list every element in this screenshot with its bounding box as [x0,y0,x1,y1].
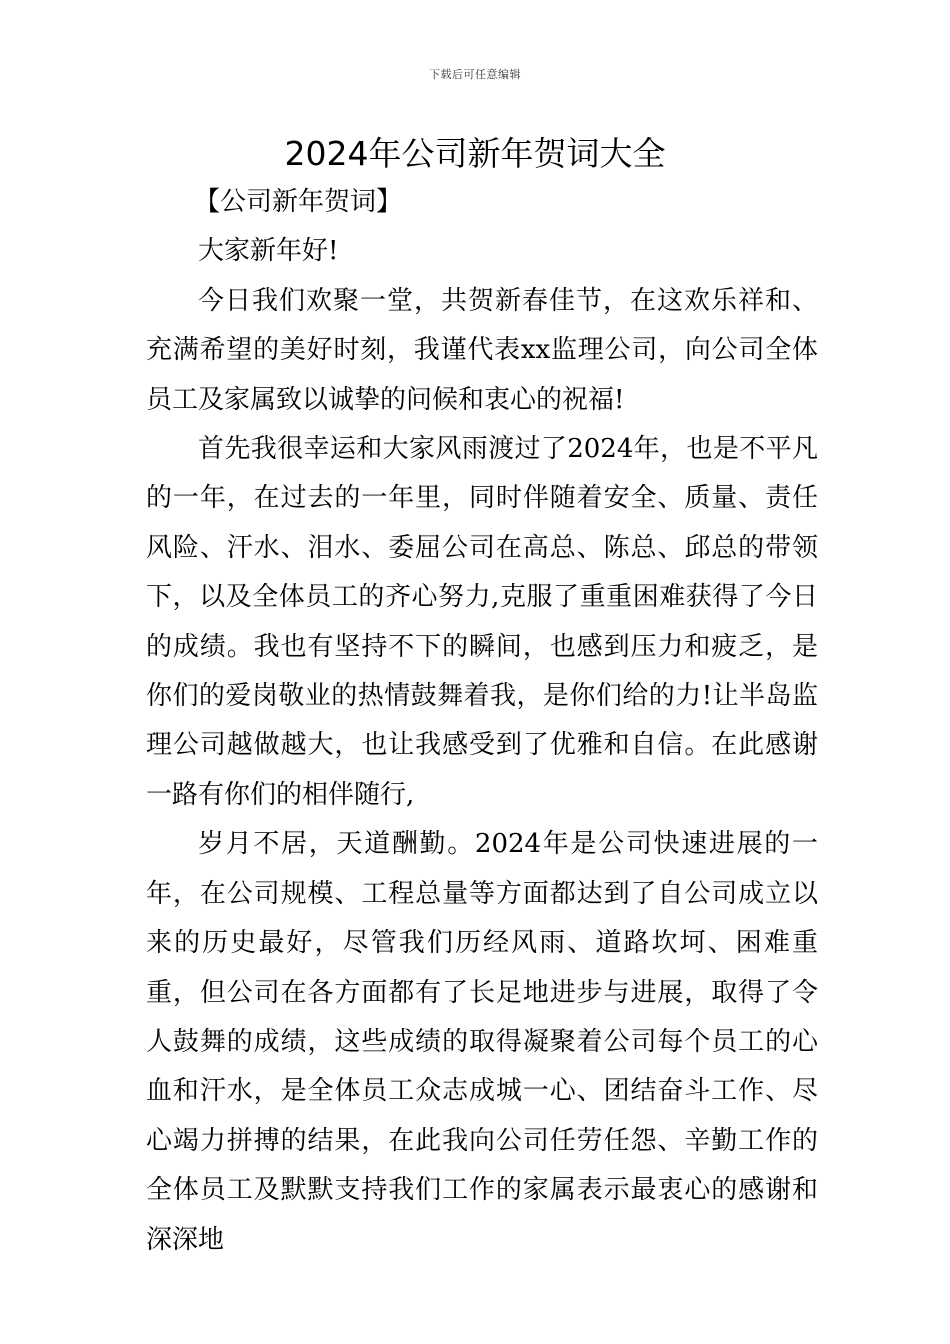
body-paragraph: 首先我很幸运和大家风雨渡过了2024年，也是不平凡的一年，在过去的一年里，同时伴随着安全、质量、责任风险、汗水、泪水、委屈公司在高总、陈总、邱总的带领下，以及全体员工的齐心努力,克服了重重困难获得了今日的成绩。我也有坚持不下的瞬间，也感到压力和疲乏，是你们的爱岗敬业的热情鼓舞着我，是你们给的力!让半岛监理公司越做越大，也让我感受到了优雅和自信。在此感谢一路有你们的相伴随行, [146,434,818,810]
header-note: 下载后可任意编辑 [429,68,521,81]
page-title: 2024年公司新年贺词大全 [284,134,666,173]
body-paragraph: 今日我们欢聚一堂，共贺新春佳节，在这欢乐祥和、充满希望的美好时刻，我谨代表xx监理公司，向公司全体员工及家属致以诚挚的问候和衷心的祝福! [146,285,818,415]
greeting-paragraph: 大家新年好! [198,236,339,267]
section-heading: 【公司新年贺词】 [194,187,403,217]
document-body [146,178,818,1265]
body-paragraph: 岁月不居，天道酬勤。2024年是公司快速进展的一年，在公司规模、工程总量等方面都达到了自公司成立以来的历史最好，尽管我们历经风雨、道路坎坷、困难重重，但公司在各方面都有了长足地进步与进展，取得了令人鼓舞的成绩，这些成绩的取得凝聚着公司每个员工的心血和汗水，是全体员工众志成城一心、团结奋斗工作、尽心竭力拼搏的结果，在此我向公司任劳任怨、辛勤工作的全体员工及默默支持我们工作的家属表示最衷心的感谢和深深地 [146,829,818,1255]
